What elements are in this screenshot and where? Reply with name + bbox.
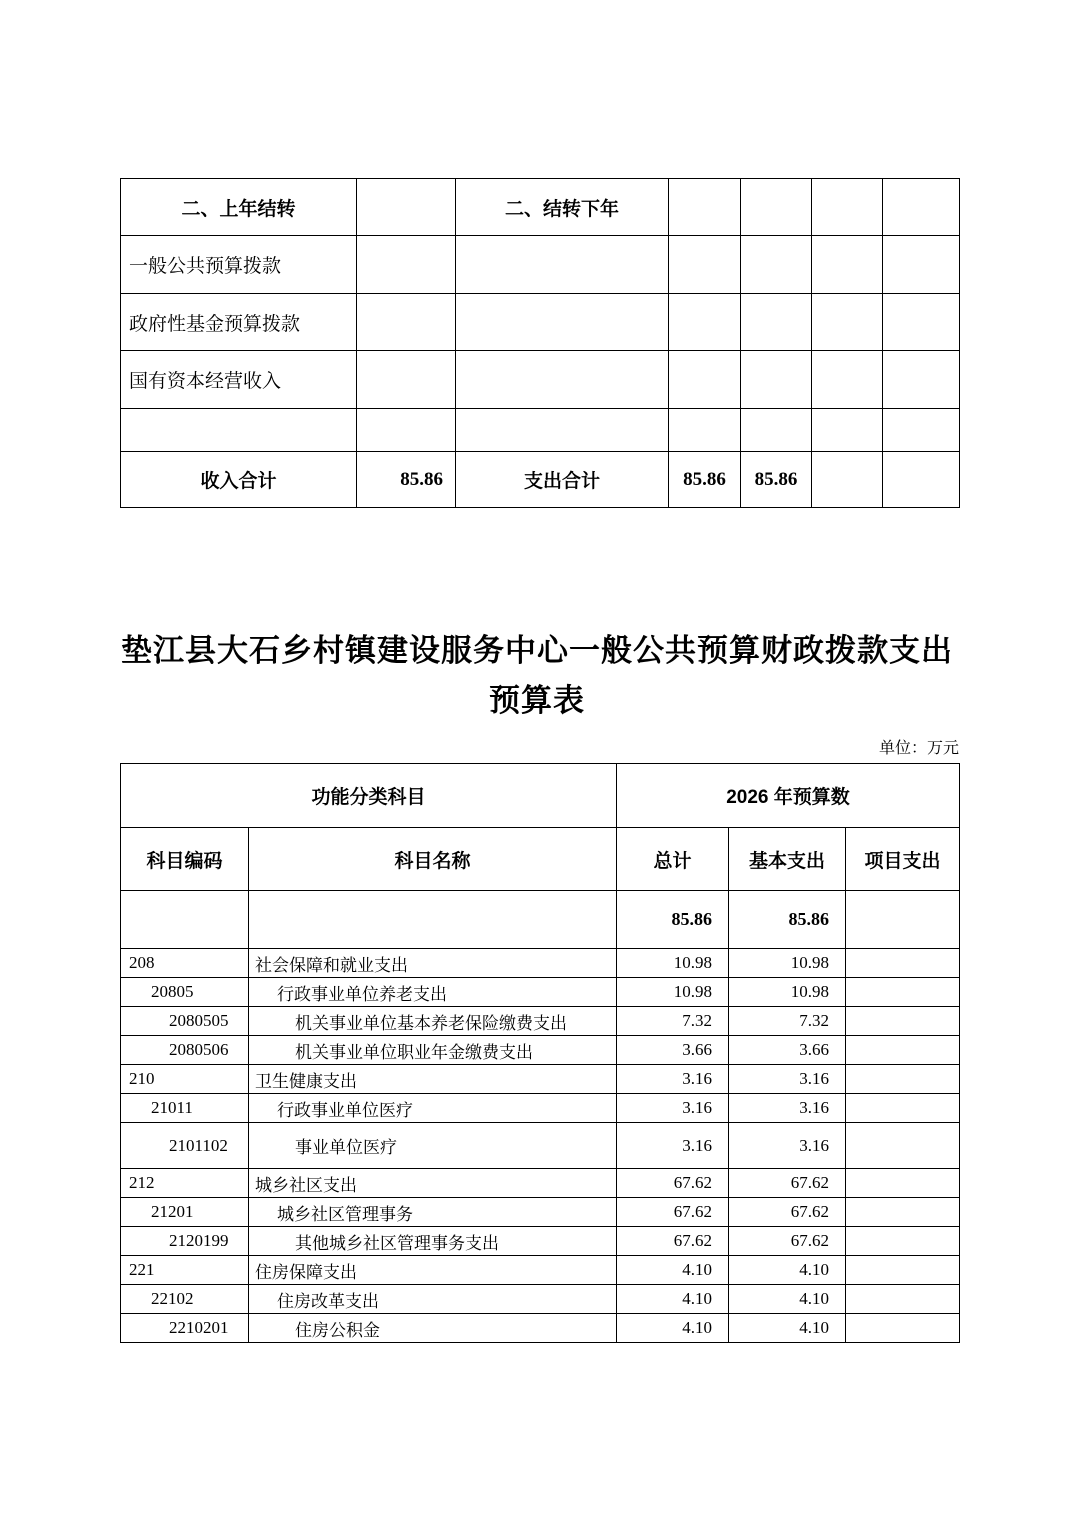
cell [883, 351, 960, 409]
cell [741, 236, 812, 294]
cell [812, 452, 883, 508]
cell [741, 179, 812, 236]
cell [669, 351, 741, 409]
state-capital-income-label: 国有资本经营收入 [121, 351, 357, 409]
name-cell: 住房保障支出 [249, 1256, 617, 1285]
cell [357, 351, 456, 409]
government-fund-budget-label: 政府性基金预算拨款 [121, 294, 357, 351]
total-cell: 3.66 [617, 1036, 729, 1065]
total-cell: 67.62 [617, 1227, 729, 1256]
code-cell: 2080506 [121, 1036, 249, 1065]
expenditure-budget-table [120, 763, 960, 1343]
basic-cell: 3.16 [729, 1123, 846, 1169]
project-cell [846, 1036, 960, 1065]
name-cell: 机关事业单位基本养老保险缴费支出 [249, 1007, 617, 1036]
total-cell: 10.98 [617, 978, 729, 1007]
total-cell: 3.16 [617, 1065, 729, 1094]
project-cell [846, 1314, 960, 1343]
name-cell: 其他城乡社区管理事务支出 [249, 1227, 617, 1256]
code-cell: 221 [121, 1256, 249, 1285]
table-row [121, 1007, 960, 1036]
project-cell [846, 978, 960, 1007]
total-cell: 7.32 [617, 1007, 729, 1036]
code-cell: 208 [121, 949, 249, 978]
basic-cell: 3.16 [729, 1094, 846, 1123]
cell [669, 294, 741, 351]
table-row [121, 1256, 960, 1285]
total-cell: 3.16 [617, 1094, 729, 1123]
cell [456, 409, 669, 452]
income-total-value: 85.86 [357, 452, 456, 508]
table-row [121, 1227, 960, 1256]
expenditure-total-label: 支出合计 [456, 452, 669, 508]
code-cell: 2210201 [121, 1314, 249, 1343]
name-cell: 社会保障和就业支出 [249, 949, 617, 978]
table-row [121, 409, 960, 452]
project-cell [846, 1123, 960, 1169]
expenditure-basic-value: 85.86 [741, 452, 812, 508]
cell [812, 294, 883, 351]
cell [741, 351, 812, 409]
name-cell: 行政事业单位医疗 [249, 1094, 617, 1123]
basic-cell: 10.98 [729, 978, 846, 1007]
name-cell: 住房公积金 [249, 1314, 617, 1343]
page-title-line1: 垫江县大石乡村镇建设服务中心一般公共预算财政拨款支出 [121, 633, 953, 668]
name-column-header: 科目名称 [249, 828, 617, 891]
cell [883, 294, 960, 351]
cell [357, 294, 456, 351]
project-cell [846, 1094, 960, 1123]
basic-cell: 67.62 [729, 1169, 846, 1198]
basic-cell: 7.32 [729, 1007, 846, 1036]
project-cell [846, 1198, 960, 1227]
basic-cell: 67.62 [729, 1227, 846, 1256]
name-cell: 行政事业单位养老支出 [249, 978, 617, 1007]
name-cell [249, 891, 617, 949]
carryover-table [120, 178, 960, 508]
cell [669, 409, 741, 452]
cell [456, 236, 669, 294]
basic-cell: 3.16 [729, 1065, 846, 1094]
cell [121, 409, 357, 452]
basic-cell: 4.10 [729, 1285, 846, 1314]
cell [456, 351, 669, 409]
income-total-label: 收入合计 [121, 452, 357, 508]
total-cell: 67.62 [617, 1169, 729, 1198]
cell [741, 294, 812, 351]
code-cell: 210 [121, 1065, 249, 1094]
project-cell [846, 1065, 960, 1094]
expenditure-total-value: 85.86 [669, 452, 741, 508]
table-row [121, 949, 960, 978]
cell [456, 294, 669, 351]
cell [669, 179, 741, 236]
code-cell: 2101102 [121, 1123, 249, 1169]
code-cell: 212 [121, 1169, 249, 1198]
code-cell: 21201 [121, 1198, 249, 1227]
name-cell: 事业单位医疗 [249, 1123, 617, 1169]
table-header-row [121, 764, 960, 828]
cell [883, 452, 960, 508]
table-header-row [121, 828, 960, 891]
cell [357, 409, 456, 452]
cell [812, 179, 883, 236]
table-row [121, 1314, 960, 1343]
table-row [121, 1198, 960, 1227]
basic-cell: 85.86 [729, 891, 846, 949]
project-cell [846, 1227, 960, 1256]
cell [883, 409, 960, 452]
total-column-header: 总计 [617, 828, 729, 891]
code-column-header: 科目编码 [121, 828, 249, 891]
cell [669, 236, 741, 294]
page-title [0, 626, 1074, 726]
table-row [121, 1123, 960, 1169]
project-cell [846, 1256, 960, 1285]
basic-cell: 67.62 [729, 1198, 846, 1227]
cell [357, 179, 456, 236]
table-row [121, 351, 960, 409]
basic-cell: 4.10 [729, 1256, 846, 1285]
project-cell [846, 1285, 960, 1314]
cell [883, 236, 960, 294]
project-cell [846, 949, 960, 978]
code-cell: 2080505 [121, 1007, 249, 1036]
code-cell: 21011 [121, 1094, 249, 1123]
name-cell: 住房改革支出 [249, 1285, 617, 1314]
general-public-budget-label: 一般公共预算拨款 [121, 236, 357, 294]
carryover-next-year-label: 二、结转下年 [456, 179, 669, 236]
cell [741, 409, 812, 452]
total-cell: 4.10 [617, 1285, 729, 1314]
code-cell: 20805 [121, 978, 249, 1007]
name-cell: 城乡社区支出 [249, 1169, 617, 1198]
project-expense-column-header: 项目支出 [846, 828, 960, 891]
carryover-prior-year-label: 二、上年结转 [121, 179, 357, 236]
name-cell: 城乡社区管理事务 [249, 1198, 617, 1227]
budget-year-header: 2026 年预算数 [617, 764, 960, 828]
total-cell: 67.62 [617, 1198, 729, 1227]
total-cell: 4.10 [617, 1256, 729, 1285]
total-cell: 4.10 [617, 1314, 729, 1343]
code-cell [121, 891, 249, 949]
table-row [121, 452, 960, 508]
basic-cell: 10.98 [729, 949, 846, 978]
table-row [121, 294, 960, 351]
cell [812, 236, 883, 294]
name-cell: 机关事业单位职业年金缴费支出 [249, 1036, 617, 1065]
basic-expense-column-header: 基本支出 [729, 828, 846, 891]
cell [812, 351, 883, 409]
table-row [121, 1285, 960, 1314]
total-cell: 85.86 [617, 891, 729, 949]
table-row [121, 236, 960, 294]
project-cell [846, 891, 960, 949]
page-title-line2: 预算表 [489, 683, 585, 718]
cell [812, 409, 883, 452]
cell [357, 236, 456, 294]
project-cell [846, 1007, 960, 1036]
table-row [121, 1036, 960, 1065]
unit-label: 单位：万元 [878, 740, 959, 757]
table-row [121, 179, 960, 236]
code-cell: 22102 [121, 1285, 249, 1314]
table-row [121, 1065, 960, 1094]
cell [883, 179, 960, 236]
grand-total-row [121, 891, 960, 949]
basic-cell: 4.10 [729, 1314, 846, 1343]
table-row [121, 1094, 960, 1123]
table-row [121, 978, 960, 1007]
code-cell: 2120199 [121, 1227, 249, 1256]
name-cell: 卫生健康支出 [249, 1065, 617, 1094]
total-cell: 10.98 [617, 949, 729, 978]
function-category-header: 功能分类科目 [121, 764, 617, 828]
total-cell: 3.16 [617, 1123, 729, 1169]
table-row [121, 1169, 960, 1198]
basic-cell: 3.66 [729, 1036, 846, 1065]
project-cell [846, 1169, 960, 1198]
